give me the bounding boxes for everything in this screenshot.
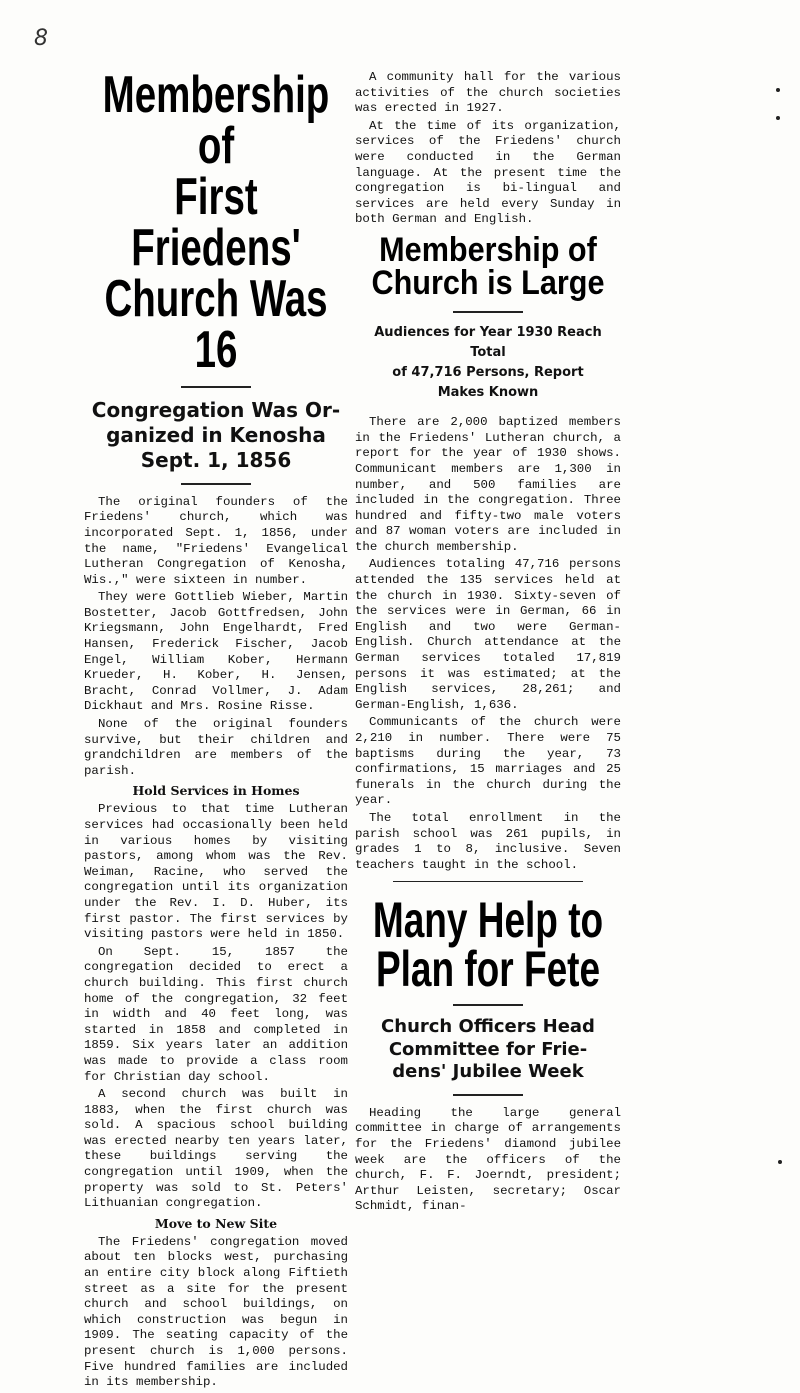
article-paragraph: They were Gottlieb Wieber, Martin Bostetter, Jacob Gottfredsen, John Kriegsmann, John Engelhardt, Fred Hansen, Frederick Fischer, Jacob Engel, William Kober, Hermann Krueder, H. Kober, H. Jensen, Bracht, Conrad Vollmer, J. Adam Dickhaut and Mrs. Rosine Risse. xyxy=(84,590,348,714)
margin-dot xyxy=(776,116,780,120)
deck-line: Audiences for Year 1930 Reach Total xyxy=(374,324,602,360)
article-paragraph: There are 2,000 baptized members in the Friedens' Lutheran church, a report for the year of 1930 shows. Communicant members are 1,300 in number, and 500 families are included in the congregation. Three hundred and fifty-two male voters and 87 woman voters are included in the church membership. xyxy=(355,415,621,554)
headline-line: Church is Large xyxy=(371,264,605,303)
article-paragraph: On Sept. 15, 1857 the congregation decided to erect a church building. This first church home of the congregation, 32 feet in width and 40 feet long, was started in 1858 and completed in 1859. Six years later an addition was made to provide a class room for Christian day school. xyxy=(84,944,348,1084)
subhead: Hold Services in Homes xyxy=(132,783,300,799)
divider xyxy=(453,1004,523,1006)
headline-line: First Friedens' xyxy=(131,167,301,277)
deck-line: Church Officers Head xyxy=(381,1016,595,1038)
subhead: Move to New Site xyxy=(154,1215,278,1231)
right-lower-deck xyxy=(355,1016,621,1084)
divider xyxy=(453,311,523,313)
article-paragraph: A community hall for the various activities of the church societies was erected in 1927. xyxy=(355,70,621,116)
headline-line: Plan for Fete xyxy=(375,941,601,998)
article-paragraph: Communicants of the church were 2,210 in number. There were 75 baptisms during the year, 73 confirmations, 15 marriages and 25 funerals in the church during the year. xyxy=(355,715,621,808)
deck-line: of 47,716 Persons, Report xyxy=(392,364,584,380)
third-headline xyxy=(355,892,621,998)
article-paragraph: Audiences totaling 47,716 persons attended the 135 services held at the church in 1930. Sixty-seven of the services were in German, 66 in English and two were German-English. Church attendance at the German services totaled 17,819 persons it was estimated; at the English services, 28,261; and German-English, 1,636. xyxy=(355,557,621,712)
headline-line: Membership of xyxy=(102,66,330,175)
deck-line: Makes Known xyxy=(437,384,539,400)
deck-line: dens' Jubilee Week xyxy=(392,1061,584,1083)
headline-line: Membership of xyxy=(379,230,597,269)
margin-dot xyxy=(776,88,780,92)
second-headline xyxy=(355,230,621,303)
divider xyxy=(393,881,583,882)
right-deck xyxy=(355,323,621,404)
divider xyxy=(181,483,251,485)
deck-line: Sept. 1, 1856 xyxy=(140,447,292,472)
right-column xyxy=(355,70,621,1217)
deck-line: ganized in Kenosha xyxy=(106,422,326,447)
divider xyxy=(181,386,251,388)
headline-line: Church Was 16 xyxy=(104,269,328,379)
left-deck xyxy=(84,398,348,473)
article-paragraph: Heading the large general committee in charge of arrangements for the Friedens' diamond jubilee week are the officers of the church, F. F. Joerndt, president; Arthur Leisten, secretary; Oscar Schmidt, finan- xyxy=(355,1105,621,1214)
article-paragraph: None of the original founders survive, but their children and grandchildren are members of the parish. xyxy=(84,717,348,778)
deck-line: Congregation Was Or- xyxy=(91,397,341,422)
article-paragraph: The original founders of the Friedens' church, which was incorporated Sept. 1, 1856, under the name, "Friedens' Evangelical Lutheran Congregation of Kenosha, Wis.," were sixteen in number. xyxy=(84,494,348,587)
main-headline xyxy=(87,66,346,379)
divider xyxy=(453,1094,523,1096)
margin-dot xyxy=(778,1160,782,1164)
article-paragraph: The total enrollment in the parish school was 261 pupils, in grades 1 to 8, inclusive. Seven teachers taught in the school. xyxy=(355,810,621,872)
deck-line: Committee for Frie- xyxy=(388,1038,588,1060)
article-paragraph: Previous to that time Lutheran services had occasionally been held in various homes by visiting pastors, among whom was the Rev. Weiman, Racine, who served the congregation until its organization under the Rev. I. D. Huber, its first pastor. The first services by visiting pastors were held in 1850. xyxy=(84,802,348,942)
article-paragraph: The Friedens' congregation moved about ten blocks west, purchasing an entire city block along Fiftieth street as a site for the present church and school buildings, on which construction was begun in 1909. The seating capacity of the present church is 1,000 persons. Five hundred families are included in its membership. xyxy=(84,1234,348,1390)
headline-line: Many Help to xyxy=(372,892,604,949)
page-number-mark: 8 xyxy=(34,26,48,51)
article-paragraph: A second church was built in 1883, when the first church was sold. A spacious school building was erected nearby ten years later, these buildings serving the congregation until 1909, when the property was sold to St. Peters' Lithuanian congregation. xyxy=(84,1087,348,1211)
article-paragraph: At the time of its organization, services of the Friedens' church were conducted in the German language. At the present time the congregation is bi-lingual and services are held every Sunday in both German and English. xyxy=(355,118,621,227)
left-column xyxy=(84,66,348,1393)
